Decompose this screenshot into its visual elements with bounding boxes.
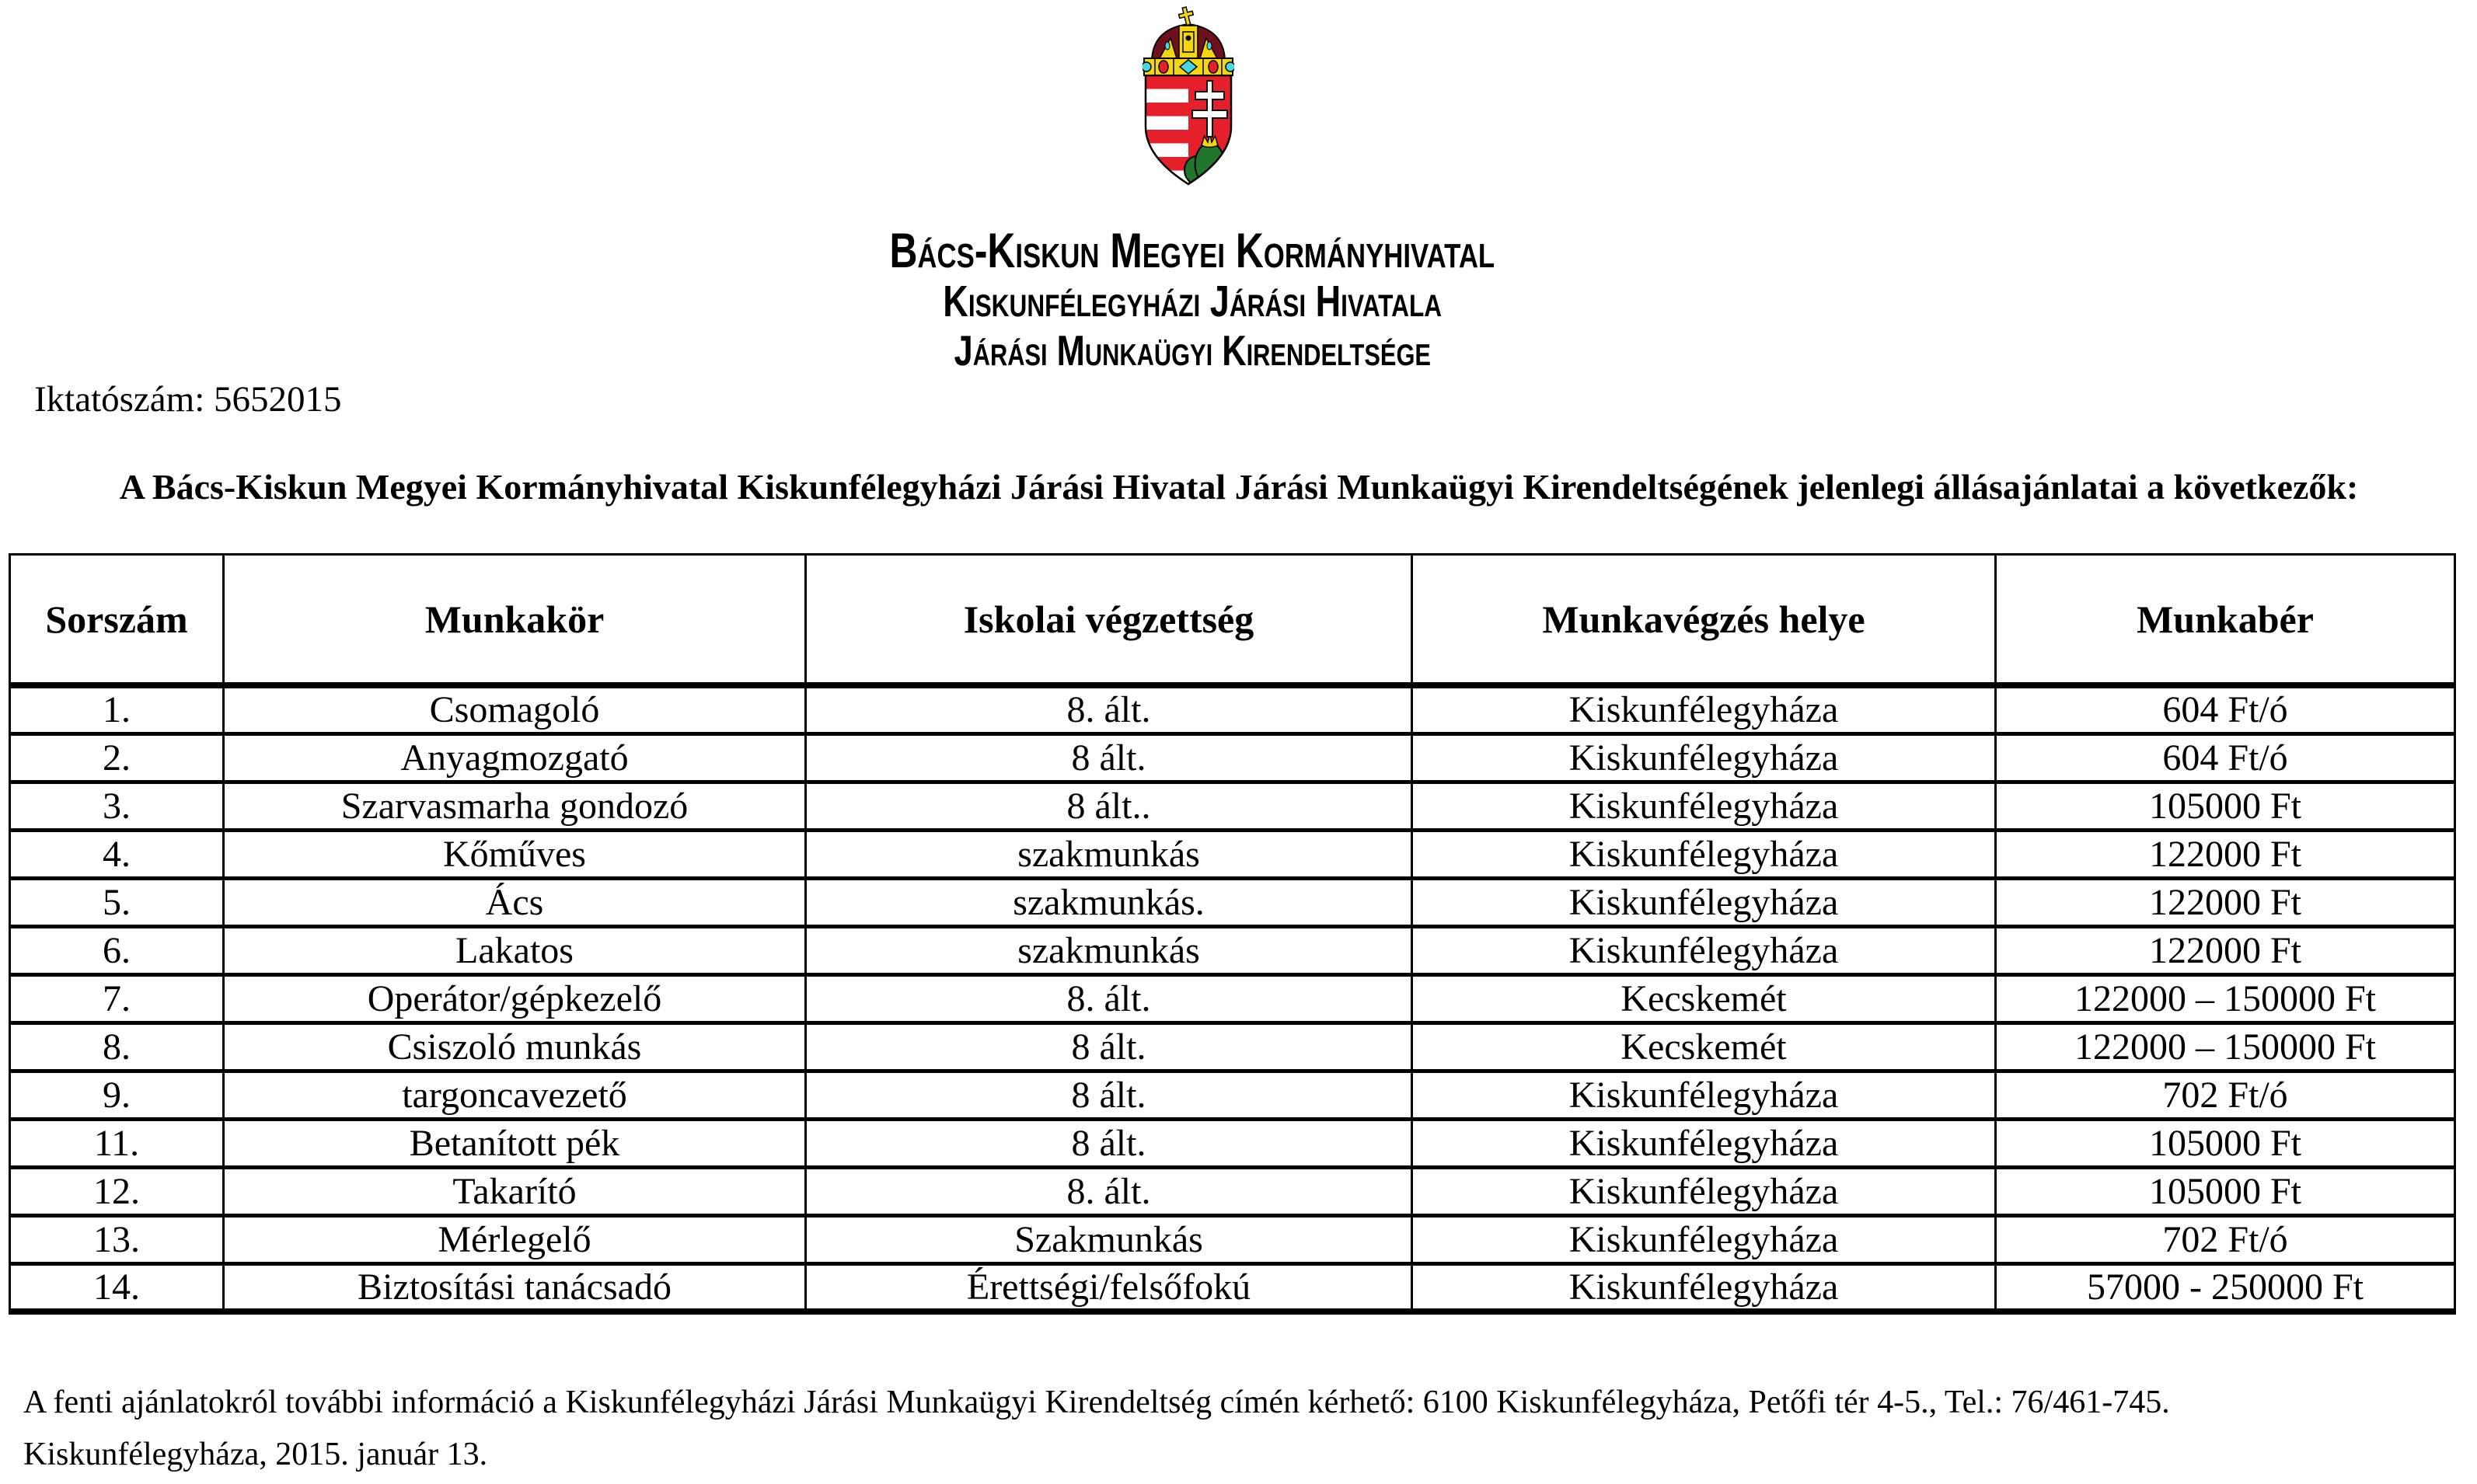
table-cell: Kőműves (224, 830, 806, 878)
table-cell: 13. (10, 1215, 224, 1263)
col-header-munkavegzes-helye: Munkavégzés helye (1412, 555, 1996, 686)
org-name-line2: Kiskunfélegyházi Járási Hivatala (943, 277, 1442, 326)
col-header-munkaber: Munkabér (1996, 555, 2455, 686)
table-cell: 1. (10, 685, 224, 733)
table-cell: 7. (10, 974, 224, 1022)
table-cell: Csiszoló munkás (224, 1022, 806, 1071)
table-cell: Szarvasmarha gondozó (224, 782, 806, 830)
table-cell: 702 Ft/ó (1996, 1071, 2455, 1119)
table-row (10, 685, 2455, 733)
table-cell: Kecskemét (1412, 974, 1996, 1022)
table-cell: 14. (10, 1263, 224, 1312)
col-header-iskolai-vegzettseg: Iskolai végzettség (806, 555, 1412, 686)
table-cell: 8 ált. (806, 1071, 1412, 1119)
table-cell: Kiskunfélegyháza (1412, 685, 1996, 733)
table-cell: 6. (10, 926, 224, 974)
table-cell: 604 Ft/ó (1996, 685, 2455, 733)
table-cell: 8 ált. (806, 1022, 1412, 1071)
table-row (10, 1215, 2455, 1263)
table-cell: Kiskunfélegyháza (1412, 830, 1996, 878)
document-title: A Bács-Kiskun Megyei Kormányhivatal Kiskunfélegyházi Járási Hivatal Járási Munkaügyi Kirendeltségének jelenlegi állásajánlatai a következők: (119, 467, 2359, 507)
table-cell: 122000 – 150000 Ft (1996, 1022, 2455, 1071)
table-cell: 4. (10, 830, 224, 878)
table-cell: 11. (10, 1119, 224, 1167)
org-name-line1: Bács-Kiskun Megyei Kormányhivatal (889, 224, 1495, 278)
table-row (10, 926, 2455, 974)
table-row (10, 1022, 2455, 1071)
footer-date: Kiskunfélegyháza, 2015. január 13. (23, 1437, 488, 1472)
col-header-munkakor: Munkakör (224, 555, 806, 686)
table-cell: 2. (10, 733, 224, 782)
table-header-row (10, 555, 2455, 686)
table-cell: 105000 Ft (1996, 1119, 2455, 1167)
table-cell: szakmunkás. (806, 878, 1412, 926)
col-header-sorszam: Sorszám (10, 555, 224, 686)
table-cell: 105000 Ft (1996, 782, 2455, 830)
table-cell: Takarító (224, 1167, 806, 1215)
footer (23, 1377, 2464, 1481)
table-cell: Kiskunfélegyháza (1412, 1071, 1996, 1119)
table-cell: Kiskunfélegyháza (1412, 1167, 1996, 1215)
table-cell: 122000 Ft (1996, 878, 2455, 926)
footer-info: A fenti ajánlatokról további információ a Kiskunfélegyházi Járási Munkaügyi Kirendeltség címén kérhető: 6100 Kiskunfélegyháza, Petőfi tér 4-5., Tel.: 76/461-745. (23, 1385, 2170, 1420)
table-cell: Kiskunfélegyháza (1412, 782, 1996, 830)
table-cell: targoncavezető (224, 1071, 806, 1119)
table-cell: Kiskunfélegyháza (1412, 733, 1996, 782)
table-cell: Érettségi/felsőfokú (806, 1263, 1412, 1312)
table-cell: Lakatos (224, 926, 806, 974)
table-cell: 8 ált. (806, 1119, 1412, 1167)
table-cell: 8. ált. (806, 1167, 1412, 1215)
table-cell: 122000 Ft (1996, 926, 2455, 974)
table-cell: szakmunkás (806, 830, 1412, 878)
table-cell: Csomagoló (224, 685, 806, 733)
table-cell: 702 Ft/ó (1996, 1215, 2455, 1263)
table-cell: Kiskunfélegyháza (1412, 1215, 1996, 1263)
table-cell: 604 Ft/ó (1996, 733, 2455, 782)
table-cell: Mérlegelő (224, 1215, 806, 1263)
table-row (10, 1167, 2455, 1215)
table-cell: Operátor/gépkezelő (224, 974, 806, 1022)
table-cell: Szakmunkás (806, 1215, 1412, 1263)
table-row (10, 1071, 2455, 1119)
table-cell: 8 ált.. (806, 782, 1412, 830)
table-cell: 57000 - 250000 Ft (1996, 1263, 2455, 1312)
registry-number: Iktatószám: 5652015 (34, 379, 342, 420)
table-cell: Biztosítási tanácsadó (224, 1263, 806, 1312)
table-cell: Anyagmozgató (224, 733, 806, 782)
table-row (10, 974, 2455, 1022)
jobs-table-body (10, 685, 2455, 1312)
table-cell: Kiskunfélegyháza (1412, 878, 1996, 926)
jobs-table (9, 553, 2456, 1315)
table-cell: 8. ált. (806, 974, 1412, 1022)
table-cell: Ács (224, 878, 806, 926)
hungarian-coat-of-arms-icon (1143, 4, 1234, 186)
table-cell: 3. (10, 782, 224, 830)
table-row (10, 782, 2455, 830)
table-cell: szakmunkás (806, 926, 1412, 974)
table-cell: Kiskunfélegyháza (1412, 1119, 1996, 1167)
table-cell: Kiskunfélegyháza (1412, 926, 1996, 974)
table-cell: 8. (10, 1022, 224, 1071)
table-cell: Kiskunfélegyháza (1412, 1263, 1996, 1312)
table-cell: 105000 Ft (1996, 1167, 2455, 1215)
org-header (415, 225, 1969, 373)
table-row (10, 1263, 2455, 1312)
table-cell: 5. (10, 878, 224, 926)
table-cell: 122000 – 150000 Ft (1996, 974, 2455, 1022)
table-cell: 8 ált. (806, 733, 1412, 782)
table-cell: Kecskemét (1412, 1022, 1996, 1071)
table-row (10, 1119, 2455, 1167)
table-cell: 9. (10, 1071, 224, 1119)
table-row (10, 878, 2455, 926)
table-row (10, 830, 2455, 878)
table-row (10, 733, 2455, 782)
table-cell: 8. ált. (806, 685, 1412, 733)
table-cell: 12. (10, 1167, 224, 1215)
table-cell: Betanított pék (224, 1119, 806, 1167)
org-name-line3: Járási Munkaügyi Kirendeltsége (954, 326, 1431, 374)
table-cell: 122000 Ft (1996, 830, 2455, 878)
